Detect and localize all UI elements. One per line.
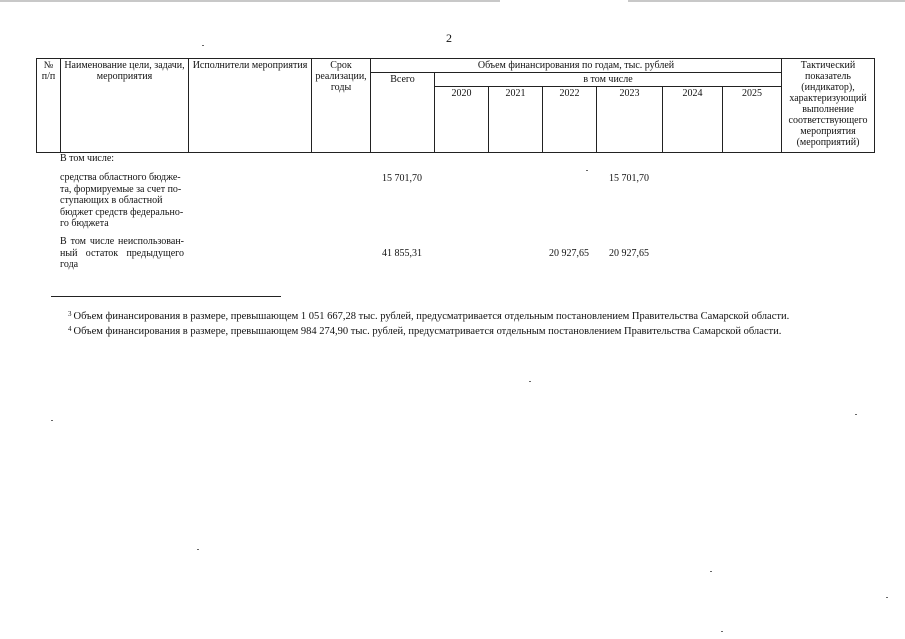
unused-2022: 20 927,65 (549, 248, 589, 259)
text-line: средства областного бюдже- (60, 172, 181, 183)
page-number: 2 (446, 31, 452, 45)
scan-edge-line (0, 0, 500, 2)
header-year: 2023 (597, 87, 663, 153)
regional-budget-text (60, 172, 184, 230)
unused-balance-text (60, 236, 184, 271)
header-year: 2024 (663, 87, 723, 153)
header-funding: Объем финансирования по годам, тыс. рублей (371, 59, 782, 73)
text-line: го бюджета (60, 218, 109, 229)
text-line: года (60, 259, 79, 270)
scan-speck (202, 45, 204, 46)
header-indicator: Тактический показатель (индикатор), характеризующий выполнение соответствующего мероприятия (мероприятий) (782, 59, 875, 153)
funding-table-header (36, 58, 875, 153)
footnote-separator (51, 296, 281, 297)
header-year: 2021 (489, 87, 543, 153)
unused-2023: 20 927,65 (609, 248, 649, 259)
scan-speck (710, 571, 712, 572)
footnote-mark: 4 (68, 325, 72, 333)
scan-speck (855, 414, 857, 415)
scan-speck (197, 549, 199, 550)
text-line: бюджет средств федерально- (60, 206, 184, 218)
header-num: № п/п (37, 59, 61, 153)
footnote-3 (68, 310, 789, 322)
text-line: В том числе неиспользован- (60, 236, 184, 247)
footnote-text: Объем финансирования в размере, превышающем 984 274,90 тыс. рублей, предусматривается отдельным постановлением Правительства Самарской области. (73, 326, 782, 337)
text-line: ный остаток предыдущего (60, 247, 184, 259)
header-term: Срок реализации, годы (312, 59, 371, 153)
footnote-mark: 3 (68, 310, 72, 318)
regional-total: 15 701,70 (382, 173, 422, 184)
regional-2023: 15 701,70 (609, 173, 649, 184)
text-line: ступающих в областной (60, 195, 163, 206)
footnote-4 (68, 325, 781, 337)
header-name: Наименование цели, задачи, мероприятия (61, 59, 189, 153)
header-year: 2020 (435, 87, 489, 153)
scan-speck (586, 170, 588, 171)
unused-total: 41 855,31 (382, 248, 422, 259)
footnote-text: Объем финансирования в размере, превышающем 1 051 667,28 тыс. рублей, предусматривается отдельным постановлением Правительства Самарской области. (73, 311, 790, 322)
scan-speck (529, 381, 531, 382)
header-year: 2025 (723, 87, 782, 153)
including-label: В том числе: (60, 153, 115, 164)
header-executors: Исполнители мероприятия (189, 59, 312, 153)
header-year: 2022 (543, 87, 597, 153)
scan-edge-line (628, 0, 905, 2)
text-line: та, формируемые за счет по- (60, 183, 182, 195)
scan-speck (721, 631, 723, 632)
scan-speck (886, 597, 888, 598)
header-total: Всего (371, 73, 435, 153)
header-including: в том числе (435, 73, 782, 87)
scan-speck (51, 420, 53, 421)
